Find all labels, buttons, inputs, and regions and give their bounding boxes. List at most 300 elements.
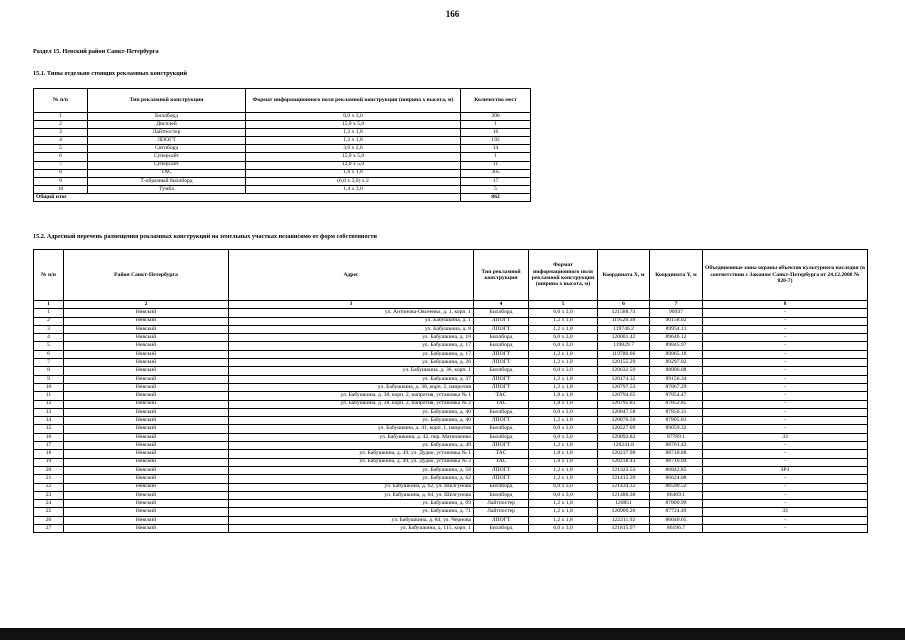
table-cell: - bbox=[703, 325, 868, 333]
table2-body bbox=[34, 309, 868, 533]
table-row bbox=[34, 466, 868, 474]
table-cell: Невский bbox=[64, 417, 229, 425]
table-cell: 120851 bbox=[598, 500, 650, 508]
table2-header-cell: № п/п bbox=[34, 250, 64, 301]
table-cell: ул. Бабушкина, д. 42, пер. Матюшенко bbox=[229, 433, 474, 441]
table-cell: 25 bbox=[34, 508, 64, 516]
table-cell: - bbox=[703, 450, 868, 458]
table-cell: ул. Бабушкина, д. 71 bbox=[229, 508, 474, 516]
table-cell: - bbox=[703, 309, 868, 317]
table-row bbox=[34, 433, 868, 441]
table-cell: 23 bbox=[34, 491, 64, 499]
table-cell: - bbox=[703, 516, 868, 524]
table-row bbox=[34, 359, 868, 367]
table-cell: 120847.58 bbox=[598, 408, 650, 416]
table-row bbox=[34, 500, 868, 508]
table-cell: Невский bbox=[64, 375, 229, 383]
table-cell: 6,0 х 3,0 bbox=[529, 309, 598, 317]
table-cell: 119780.66 bbox=[598, 350, 650, 358]
table-cell: 120155.29 bbox=[598, 359, 650, 367]
table-cell: - bbox=[703, 417, 868, 425]
table-cell: 6,0 х 3,0 bbox=[529, 408, 598, 416]
table-cell: 6,0 х 3,0 bbox=[246, 113, 461, 121]
table-cell: Биллборд bbox=[474, 334, 529, 342]
table-cell: ул. Бабушкина, д. 38, корп. 2, напротив bbox=[229, 383, 474, 391]
table-cell: 88716.94 bbox=[650, 458, 703, 466]
table-cell: - bbox=[703, 359, 868, 367]
table-cell: 1,2 х 1,8 bbox=[529, 325, 598, 333]
table-cell: 26 bbox=[34, 516, 64, 524]
table-cell: 121815.97 bbox=[598, 525, 650, 533]
table-cell: 1,4 х 3,0 bbox=[246, 185, 461, 193]
table-cell: 15,0 х 5,0 bbox=[246, 121, 461, 129]
table-cell: 88718.88 bbox=[650, 450, 703, 458]
table-cell: ул. Бабушкина, д. 115, корп. 1 bbox=[229, 525, 474, 533]
table-cell: 119829.7 bbox=[598, 342, 650, 350]
table-cell: 20 bbox=[34, 466, 64, 474]
table-cell: ул. Бабушкина, д. 38, корп. 2, напротив, установка № 1 bbox=[229, 392, 474, 400]
table-cell: 9 bbox=[34, 177, 88, 185]
table-cell: 8 bbox=[34, 169, 88, 177]
table-cell: 1,2 х 1,8 bbox=[529, 383, 598, 391]
table-cell: 121434.32 bbox=[598, 483, 650, 491]
table-cell: Невский bbox=[64, 516, 229, 524]
table-cell: 120227.09 bbox=[598, 425, 650, 433]
table1-header-cell: Формат информационного поля рекламной конструкции (ширина х высота, м) bbox=[246, 89, 461, 113]
table-cell: ул. Бабушкина, д. 41, корп. 1, напротив bbox=[229, 425, 474, 433]
table-cell: 86469.1 bbox=[650, 491, 703, 499]
table-row bbox=[34, 342, 868, 350]
table-cell: 1,2 х 1,8 bbox=[246, 129, 461, 137]
table-row bbox=[34, 458, 868, 466]
table-cell: 7 bbox=[34, 161, 88, 169]
table-row bbox=[34, 425, 868, 433]
table-cell: 87867.29 bbox=[650, 383, 703, 391]
table-cell: 87724.49 bbox=[650, 508, 703, 516]
table-cell: Невский bbox=[64, 450, 229, 458]
table-cell: 89845.97 bbox=[650, 342, 703, 350]
table-cell: 5 bbox=[461, 185, 531, 193]
table-cell: Лайтпостер bbox=[474, 500, 529, 508]
column-number: 2 bbox=[64, 301, 229, 309]
table-cell: ТАС bbox=[474, 450, 529, 458]
table-cell: 24 bbox=[34, 500, 64, 508]
table-cell: Тумба bbox=[88, 185, 246, 193]
table-row bbox=[34, 334, 868, 342]
table-cell: 27 bbox=[34, 525, 64, 533]
table-cell: 12 bbox=[34, 400, 64, 408]
table-cell: 300 bbox=[461, 113, 531, 121]
table-cell: Невский bbox=[64, 475, 229, 483]
table-cell: 120797.53 bbox=[598, 383, 650, 391]
table-cell: 11 bbox=[34, 392, 64, 400]
table-cell: 1,2 х 1,8 bbox=[529, 466, 598, 474]
table-cell: 87789.1 bbox=[650, 433, 703, 441]
table-cell: (6,0 х 3,0) х 2 bbox=[246, 177, 461, 185]
table-cell: - bbox=[703, 442, 868, 450]
table1-header-cell: Количество мест bbox=[461, 89, 531, 113]
table-cell: ЛПОГТ bbox=[474, 359, 529, 367]
table-cell: ул. Бабушкина, д. 38, корп. 2, напротив, установка № 2 bbox=[229, 400, 474, 408]
table-cell: 120900.26 bbox=[598, 508, 650, 516]
table-cell: ЗРЗ bbox=[703, 466, 868, 474]
table-cell: Невский bbox=[64, 359, 229, 367]
table-cell: ул. Бабушкина, д. 58 bbox=[229, 466, 474, 474]
table-cell: 19 bbox=[34, 458, 64, 466]
table-cell: Невский bbox=[64, 500, 229, 508]
table-cell: ул. Бабушкина, д. 62, ул. Шелгунова bbox=[229, 483, 474, 491]
table-row bbox=[34, 400, 868, 408]
table-cell: ЛПОГТ bbox=[474, 475, 529, 483]
table1-body bbox=[34, 113, 531, 194]
table-cell: 120795.83 bbox=[598, 400, 650, 408]
table-row bbox=[34, 417, 868, 425]
table-cell: 4 bbox=[34, 334, 64, 342]
table2-title: 15.2. Адресный перечень размещения рекламных конструкций на земельных участках независимо от форм собственности bbox=[33, 233, 377, 240]
table-cell: 86590.52 bbox=[650, 483, 703, 491]
table-cell: ЛПОГТ bbox=[474, 350, 529, 358]
table-cell: 22 bbox=[34, 483, 64, 491]
table-row bbox=[34, 483, 868, 491]
table-row bbox=[34, 145, 531, 153]
table-cell: 120001.42 bbox=[598, 334, 650, 342]
table-cell: 6 bbox=[34, 350, 64, 358]
table-row bbox=[34, 408, 868, 416]
table-cell: 15 bbox=[34, 425, 64, 433]
table-cell: 4 bbox=[34, 137, 88, 145]
table-row bbox=[34, 121, 531, 129]
column-number: 4 bbox=[474, 301, 529, 309]
table-cell: ЛПОГТ bbox=[474, 317, 529, 325]
table-cell: 1,2 х 1,8 bbox=[246, 137, 461, 145]
table-cell: ТАС bbox=[474, 400, 529, 408]
table-cell: 87805.83 bbox=[650, 417, 703, 425]
table-cell: 3 bbox=[34, 129, 88, 137]
table-row bbox=[34, 442, 868, 450]
table-cell: ул. Бабушкина, д. 36, корп. 1 bbox=[229, 367, 474, 375]
table-row bbox=[34, 309, 868, 317]
table-cell: 1,8 х 1,8 bbox=[529, 400, 598, 408]
table-cell: Невский bbox=[64, 442, 229, 450]
table-cell: - bbox=[703, 367, 868, 375]
table-cell: Ситиборд bbox=[88, 145, 246, 153]
table-cell: - bbox=[703, 500, 868, 508]
table-cell: ул. Бабушкина, д. 1 bbox=[229, 317, 474, 325]
table-cell: 2 bbox=[34, 317, 64, 325]
table-row bbox=[34, 350, 868, 358]
table-cell: 120794.65 bbox=[598, 392, 650, 400]
table-cell: 1,2 х 1,8 bbox=[529, 417, 598, 425]
table-cell: 6 bbox=[34, 153, 88, 161]
table-cell: 1,2 х 1,8 bbox=[529, 359, 598, 367]
table-cell: ТАС bbox=[474, 392, 529, 400]
table-row bbox=[34, 129, 531, 137]
table-cell: - bbox=[703, 334, 868, 342]
table-cell: 13 bbox=[34, 408, 64, 416]
table-cell: 6,0 х 3,0 bbox=[529, 433, 598, 441]
column-number: 1 bbox=[34, 301, 64, 309]
table-cell: Невский bbox=[64, 491, 229, 499]
table-cell: 1,8 х 1,8 bbox=[529, 392, 598, 400]
table-cell: ЛПОГТ bbox=[88, 137, 246, 145]
table-cell: 87852.85 bbox=[650, 400, 703, 408]
table-cell: ЛПОГТ bbox=[474, 442, 529, 450]
table-cell: Невский bbox=[64, 325, 229, 333]
table1-total-row bbox=[34, 193, 531, 201]
table-cell: 89865.18 bbox=[650, 350, 703, 358]
table-cell: 89156.34 bbox=[650, 375, 703, 383]
table-cell: 87800.99 bbox=[650, 500, 703, 508]
table-cell: ЛПОГТ bbox=[474, 516, 529, 524]
table-cell: Невский bbox=[64, 342, 229, 350]
table-cell: Невский bbox=[64, 433, 229, 441]
table-cell: Дисплей bbox=[88, 121, 246, 129]
table-cell: ЛПОГТ bbox=[474, 375, 529, 383]
table-cell: Биллборд bbox=[474, 342, 529, 350]
table-cell: 119746.2 bbox=[598, 325, 650, 333]
table-cell: ул. Бабушкина, д. 40 bbox=[229, 408, 474, 416]
table1-header-cell: Тип рекламной конструкции bbox=[88, 89, 246, 113]
table-cell: 17 bbox=[461, 177, 531, 185]
table-cell: 89646.12 bbox=[650, 334, 703, 342]
table-cell: Невский bbox=[64, 350, 229, 358]
table-cell: - bbox=[703, 317, 868, 325]
table-cell: 8 bbox=[34, 367, 64, 375]
table-cell: 122211.92 bbox=[598, 516, 650, 524]
table-row bbox=[34, 392, 868, 400]
table-cell: ул. Бабушкина, д. 26 bbox=[229, 359, 474, 367]
table1-header-cell: № п/п bbox=[34, 89, 88, 113]
table-cell: 3 bbox=[34, 325, 64, 333]
table-cell: 17 bbox=[34, 442, 64, 450]
table-cell: - bbox=[703, 342, 868, 350]
table-cell: ЗЗ bbox=[703, 508, 868, 516]
table-cell: 2 bbox=[34, 121, 88, 129]
total-label: Общий итог bbox=[34, 193, 461, 201]
table-cell: ул. Бабушкина, д. 49 bbox=[229, 442, 474, 450]
table-row bbox=[34, 177, 531, 185]
table-cell: Невский bbox=[64, 408, 229, 416]
table-cell: Т-образный биллборд bbox=[88, 177, 246, 185]
table-cell: 192 bbox=[461, 137, 531, 145]
table-cell: 88806.08 bbox=[650, 367, 703, 375]
table-cell: 120632.59 bbox=[598, 367, 650, 375]
table-cell: 120238.44 bbox=[598, 458, 650, 466]
table-cell: Невский bbox=[64, 383, 229, 391]
table-cell: ул. Антонова-Овсеенко, д. 1, корп. 1 bbox=[229, 309, 474, 317]
table-cell: 90937 bbox=[650, 309, 703, 317]
column-number: 6 bbox=[598, 301, 650, 309]
table-cell: 86624.08 bbox=[650, 475, 703, 483]
table-cell: ул. Бабушкина, д. 62 bbox=[229, 475, 474, 483]
table-cell: ул. Бабушкина, д. 37 bbox=[229, 375, 474, 383]
table-cell: 12,0 х 5,0 bbox=[246, 161, 461, 169]
table-cell: Невский bbox=[64, 466, 229, 474]
table-row bbox=[34, 516, 868, 524]
table-row bbox=[34, 491, 868, 499]
table-cell: 120237.98 bbox=[598, 450, 650, 458]
table-cell: Лайтпостер bbox=[474, 508, 529, 516]
table-cell: ЗЗ bbox=[703, 433, 868, 441]
table-row bbox=[34, 161, 531, 169]
table-cell: 89954.11 bbox=[650, 325, 703, 333]
table-cell: 120241.8 bbox=[598, 442, 650, 450]
table-cell: 87850.31 bbox=[650, 408, 703, 416]
table-cell: 16 bbox=[461, 129, 531, 137]
table-row bbox=[34, 383, 868, 391]
table2-header-row bbox=[34, 250, 868, 301]
ad-types-table bbox=[33, 88, 531, 202]
table-cell: ул. Бабушкина, д. 49, ул. Дудко, установка № 1 bbox=[229, 450, 474, 458]
table-cell: 89059.32 bbox=[650, 425, 703, 433]
table-cell: 9 bbox=[34, 375, 64, 383]
table-cell: Биллборд bbox=[474, 433, 529, 441]
table-cell: Суперсайт bbox=[88, 161, 246, 169]
table-cell: Суперсайт bbox=[88, 153, 246, 161]
table-cell: ЛПОГТ bbox=[474, 417, 529, 425]
table-cell: Невский bbox=[64, 425, 229, 433]
table-cell: 6,0 х 3,0 bbox=[529, 483, 598, 491]
table-cell: 3,6 х 2,6 bbox=[246, 145, 461, 153]
table-cell: - bbox=[703, 525, 868, 533]
table-cell: 121415.39 bbox=[598, 475, 650, 483]
table-cell: Биллборд bbox=[474, 367, 529, 375]
table-row bbox=[34, 137, 531, 145]
table-cell: 18 bbox=[34, 450, 64, 458]
table-cell: 5 bbox=[34, 145, 88, 153]
table-cell: 121322.53 bbox=[598, 466, 650, 474]
table-cell: 1,2 х 1,8 bbox=[529, 350, 598, 358]
table-cell: 87854.47 bbox=[650, 392, 703, 400]
table-cell: Невский bbox=[64, 334, 229, 342]
table-row bbox=[34, 185, 531, 193]
table-cell: - bbox=[703, 458, 868, 466]
table-cell: 15,0 х 5,0 bbox=[246, 153, 461, 161]
table-cell: Невский bbox=[64, 508, 229, 516]
table-cell: 1 bbox=[461, 153, 531, 161]
table-cell: Биллборд bbox=[88, 113, 246, 121]
table-cell: ул. Бабушкина, д. 40 bbox=[229, 417, 474, 425]
table-cell: 6,0 х 3,0 bbox=[529, 425, 598, 433]
table-cell: 1,8 х 1,8 bbox=[529, 458, 598, 466]
table-cell: Биллборд bbox=[474, 491, 529, 499]
table-cell: - bbox=[703, 375, 868, 383]
table-cell: ЛПОГТ bbox=[474, 383, 529, 391]
table-cell: 1,8 х 1,8 bbox=[529, 450, 598, 458]
table-cell: ул. Бабушкина, д. 64, ул. Шелгунова bbox=[229, 491, 474, 499]
column-number: 3 bbox=[229, 301, 474, 309]
table-cell: 16 bbox=[34, 433, 64, 441]
table-row bbox=[34, 508, 868, 516]
table-cell: Невский bbox=[64, 525, 229, 533]
table-cell: Биллборд bbox=[474, 525, 529, 533]
table2-header-cell: Тип рекламной конструкции bbox=[474, 250, 529, 301]
table-row bbox=[34, 525, 868, 533]
table2-header-cell: Координата X, м bbox=[598, 250, 650, 301]
table-cell: Биллборд bbox=[474, 425, 529, 433]
table-cell: ул. Бабушкина, д. 17 bbox=[229, 350, 474, 358]
table-cell: ул. Бабушкина, д. 49, ул. Дудко, установка № 2 bbox=[229, 458, 474, 466]
table-cell: 120876.56 bbox=[598, 417, 650, 425]
table-cell: 1 bbox=[34, 113, 88, 121]
table2-header-cell: Формат информационного поля рекламной конструкции (ширина х высота, м) bbox=[529, 250, 598, 301]
table-cell: - bbox=[703, 350, 868, 358]
table2-header-cell: Координата Y, м bbox=[650, 250, 703, 301]
table-cell: 119526.38 bbox=[598, 317, 650, 325]
table-row bbox=[34, 375, 868, 383]
table-cell: 6,0 х 3,0 bbox=[529, 525, 598, 533]
table-row bbox=[34, 169, 531, 177]
table-cell: 6,0 х 3,0 bbox=[529, 334, 598, 342]
table-cell: Биллборд bbox=[474, 483, 529, 491]
table-cell: 1,2 х 1,8 bbox=[529, 375, 598, 383]
table-cell: Невский bbox=[64, 483, 229, 491]
table-cell: ул. Бабушкина, д. 69 bbox=[229, 500, 474, 508]
table2-column-numbers-row bbox=[34, 301, 868, 309]
table-cell: - bbox=[703, 392, 868, 400]
table-cell: - bbox=[703, 383, 868, 391]
table-cell: ул. Бабушкина, д. 16 bbox=[229, 334, 474, 342]
table-cell: 1,2 х 1,8 bbox=[529, 500, 598, 508]
table-cell: - bbox=[703, 483, 868, 491]
table-cell: 6,0 х 3,0 bbox=[529, 367, 598, 375]
table-cell: 1 bbox=[34, 309, 64, 317]
table-cell: 10 bbox=[34, 185, 88, 193]
table-cell: - bbox=[703, 475, 868, 483]
table2-header-cell: Объединенные зоны охраны объектов культурного наследия (в соответствии с Законом Санкт-Петербурга от 24.12.2008 № 820-7) bbox=[703, 250, 868, 301]
table-cell: ул. Бабушкина, д. 84, ул. Чернова bbox=[229, 516, 474, 524]
table-row bbox=[34, 325, 868, 333]
table-cell: 120174.32 bbox=[598, 375, 650, 383]
table-cell: 1,8 х 1,8 bbox=[246, 169, 461, 177]
table-cell: 14 bbox=[34, 417, 64, 425]
table-cell: 120892.82 bbox=[598, 433, 650, 441]
total-value: 862 bbox=[461, 193, 531, 201]
table-cell: Лайтпостер bbox=[88, 129, 246, 137]
scan-bottom-edge bbox=[0, 628, 905, 640]
table-cell: 6,0 х 3,0 bbox=[529, 491, 598, 499]
table-cell: 14 bbox=[461, 145, 531, 153]
table2-header-cell: Район Санкт-Петербурга bbox=[64, 250, 229, 301]
table1-title: 15.1. Типы отдельно стоящих рекламных конструкций bbox=[33, 70, 187, 77]
section-title: Раздел 15. Невский район Санкт-Петербурга bbox=[33, 48, 159, 55]
table-cell: 121486.38 bbox=[598, 491, 650, 499]
table-cell: Невский bbox=[64, 400, 229, 408]
table-cell: - bbox=[703, 491, 868, 499]
table-cell: 7 bbox=[34, 359, 64, 367]
address-list-table bbox=[33, 249, 868, 533]
table-cell: 121588.74 bbox=[598, 309, 650, 317]
table-cell: 6,0 х 3,0 bbox=[529, 342, 598, 350]
table-cell: 11 bbox=[461, 161, 531, 169]
table-cell: Невский bbox=[64, 392, 229, 400]
table-cell: 86196.7 bbox=[650, 525, 703, 533]
column-number: 8 bbox=[703, 301, 868, 309]
table-cell: 305 bbox=[461, 169, 531, 177]
table-cell: 1,2 х 1,8 bbox=[529, 442, 598, 450]
table-cell: 1,2 х 1,8 bbox=[529, 317, 598, 325]
table-cell: Невский bbox=[64, 367, 229, 375]
table-cell: ТАС bbox=[88, 169, 246, 177]
table-cell: - bbox=[703, 400, 868, 408]
column-number: 7 bbox=[650, 301, 703, 309]
table-cell: 88701.42 bbox=[650, 442, 703, 450]
table-cell: 1,2 х 1,8 bbox=[529, 508, 598, 516]
table-row bbox=[34, 450, 868, 458]
table-cell: ул. Бабушкина, д. 17 bbox=[229, 342, 474, 350]
table-row bbox=[34, 317, 868, 325]
table-cell: ЛПОГТ bbox=[474, 466, 529, 474]
